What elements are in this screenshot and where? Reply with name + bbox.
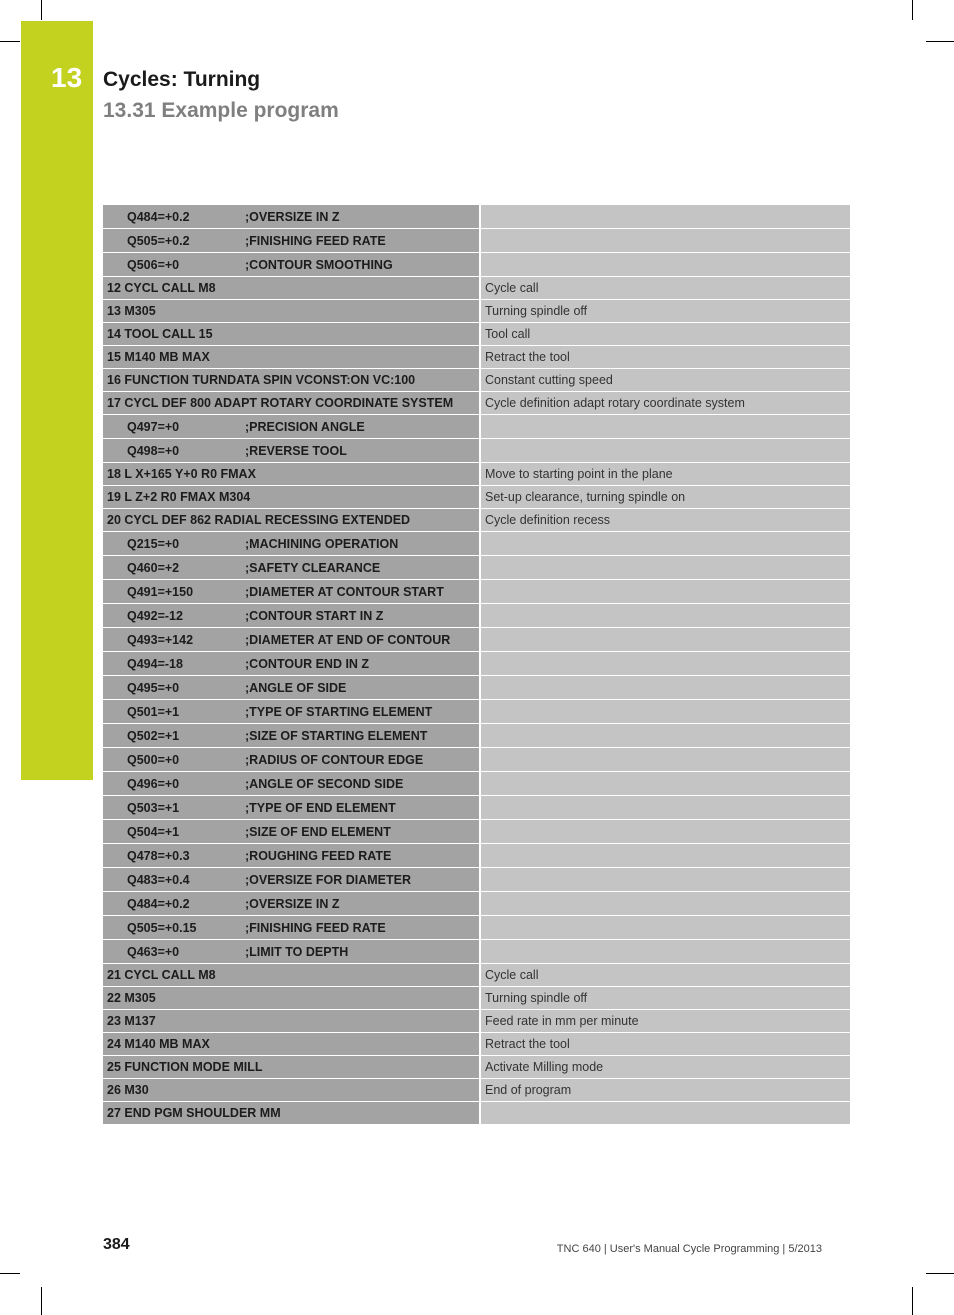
program-row (103, 205, 850, 229)
program-row (103, 820, 850, 844)
code-cell (103, 868, 480, 892)
parameter-value: Q478=+0.3 (127, 848, 190, 863)
description-cell: Feed rate in mm per minute (480, 1010, 850, 1033)
code-cell (103, 748, 480, 772)
description-cell (480, 652, 850, 676)
parameter-comment: ;SIZE OF END ELEMENT (245, 824, 391, 839)
program-row (103, 323, 850, 346)
description-cell (480, 1102, 850, 1125)
parameter-value: Q503=+1 (127, 800, 180, 815)
code-cell (103, 415, 480, 439)
description-cell: Retract the tool (480, 1033, 850, 1056)
program-row (103, 724, 850, 748)
parameter-comment: ;FINISHING FEED RATE (245, 920, 386, 935)
parameter-value: Q506=+0 (127, 257, 180, 272)
program-row (103, 844, 850, 868)
code-cell (103, 580, 480, 604)
program-row (103, 369, 850, 392)
parameter-value: Q501=+1 (127, 704, 180, 719)
code-cell (103, 772, 480, 796)
code-cell (103, 604, 480, 628)
parameter-comment: ;FINISHING FEED RATE (245, 233, 386, 248)
program-row (103, 392, 850, 415)
code-cell: 14 TOOL CALL 15 (103, 323, 480, 346)
program-row (103, 796, 850, 820)
description-cell (480, 820, 850, 844)
code-cell: 22 M305 (103, 987, 480, 1010)
parameter-value: Q496=+0 (127, 776, 180, 791)
description-cell (480, 844, 850, 868)
program-row (103, 700, 850, 724)
crop-mark (0, 41, 20, 42)
description-cell: Move to starting point in the plane (480, 463, 850, 486)
parameter-value: Q484=+0.2 (127, 209, 190, 224)
program-row (103, 439, 850, 463)
code-cell: 17 CYCL DEF 800 ADAPT ROTARY COORDINATE SYSTEM (103, 392, 480, 415)
code-cell (103, 676, 480, 700)
code-cell: 21 CYCL CALL M8 (103, 964, 480, 987)
program-row (103, 964, 850, 987)
parameter-comment: ;REVERSE TOOL (245, 443, 347, 458)
code-cell (103, 892, 480, 916)
parameter-value: Q505=+0.15 (127, 920, 197, 935)
section-title: 13.31 Example program (103, 99, 339, 122)
parameter-value: Q504=+1 (127, 824, 180, 839)
description-cell (480, 556, 850, 580)
description-cell: Cycle call (480, 964, 850, 987)
description-cell: Tool call (480, 323, 850, 346)
description-cell: Constant cutting speed (480, 369, 850, 392)
description-cell: Turning spindle off (480, 987, 850, 1010)
code-cell: 18 L X+165 Y+0 R0 FMAX (103, 463, 480, 486)
parameter-comment: ;TYPE OF STARTING ELEMENT (245, 704, 433, 719)
description-cell: Cycle definition recess (480, 509, 850, 532)
parameter-comment: ;ANGLE OF SIDE (245, 680, 347, 695)
program-row (103, 940, 850, 964)
parameter-comment: ;CONTOUR END IN Z (245, 656, 370, 671)
code-cell (103, 229, 480, 253)
code-cell: 13 M305 (103, 300, 480, 323)
description-cell (480, 748, 850, 772)
program-row (103, 415, 850, 439)
page-number: 384 (103, 1236, 130, 1253)
code-cell (103, 253, 480, 277)
program-row (103, 916, 850, 940)
description-cell (480, 439, 850, 463)
parameter-value: Q494=-18 (127, 656, 183, 671)
program-table (103, 205, 850, 1125)
parameter-value: Q463=+0 (127, 944, 180, 959)
parameter-value: Q502=+1 (127, 728, 180, 743)
description-cell (480, 253, 850, 277)
code-cell (103, 940, 480, 964)
code-cell: 25 FUNCTION MODE MILL (103, 1056, 480, 1079)
parameter-comment: ;CONTOUR SMOOTHING (245, 257, 393, 272)
program-row (103, 987, 850, 1010)
description-cell: Turning spindle off (480, 300, 850, 323)
parameter-comment: ;LIMIT TO DEPTH (245, 944, 349, 959)
program-row (103, 486, 850, 509)
program-row (103, 1079, 850, 1102)
description-cell: Activate Milling mode (480, 1056, 850, 1079)
parameter-value: Q483=+0.4 (127, 872, 190, 887)
description-cell (480, 676, 850, 700)
description-cell: Retract the tool (480, 346, 850, 369)
parameter-value: Q497=+0 (127, 419, 180, 434)
code-cell (103, 724, 480, 748)
parameter-comment: ;OVERSIZE FOR DIAMETER (245, 872, 411, 887)
parameter-value: Q495=+0 (127, 680, 180, 695)
code-cell: 12 CYCL CALL M8 (103, 277, 480, 300)
description-cell (480, 229, 850, 253)
code-cell: 20 CYCL DEF 862 RADIAL RECESSING EXTENDED (103, 509, 480, 532)
chapter-number: 13 (51, 62, 83, 93)
program-row (103, 556, 850, 580)
description-cell (480, 892, 850, 916)
parameter-comment: ;ROUGHING FEED RATE (245, 848, 392, 863)
description-cell: Cycle call (480, 277, 850, 300)
program-row (103, 748, 850, 772)
program-row (103, 1010, 850, 1033)
parameter-comment: ;SAFETY CLEARANCE (245, 560, 381, 575)
program-row (103, 892, 850, 916)
description-cell (480, 700, 850, 724)
code-cell (103, 556, 480, 580)
crop-mark (41, 0, 42, 20)
parameter-comment: ;OVERSIZE IN Z (245, 896, 340, 911)
parameter-comment: ;MACHINING OPERATION (245, 536, 399, 551)
program-row (103, 1102, 850, 1125)
parameter-comment: ;ANGLE OF SECOND SIDE (245, 776, 404, 791)
program-row (103, 463, 850, 486)
code-cell: 27 END PGM SHOULDER MM (103, 1102, 480, 1125)
parameter-value: Q505=+0.2 (127, 233, 190, 248)
parameter-value: Q460=+2 (127, 560, 180, 575)
parameter-value: Q492=-12 (127, 608, 183, 623)
code-cell (103, 439, 480, 463)
program-row (103, 604, 850, 628)
program-row (103, 229, 850, 253)
crop-mark (926, 1273, 954, 1274)
crop-mark (0, 1273, 20, 1274)
code-cell: 15 M140 MB MAX (103, 346, 480, 369)
program-row (103, 346, 850, 369)
parameter-value: Q500=+0 (127, 752, 180, 767)
code-cell (103, 700, 480, 724)
description-cell (480, 415, 850, 439)
code-cell (103, 628, 480, 652)
parameter-comment: ;SIZE OF STARTING ELEMENT (245, 728, 428, 743)
parameter-comment: ;DIAMETER AT END OF CONTOUR (245, 632, 451, 647)
code-cell: 16 FUNCTION TURNDATA SPIN VCONST:ON VC:100 (103, 369, 480, 392)
parameter-value: Q493=+142 (127, 632, 194, 647)
crop-mark (912, 1287, 913, 1315)
code-cell (103, 820, 480, 844)
code-cell (103, 916, 480, 940)
code-cell (103, 532, 480, 556)
description-cell (480, 940, 850, 964)
description-cell: End of program (480, 1079, 850, 1102)
description-cell (480, 868, 850, 892)
parameter-value: Q215=+0 (127, 536, 180, 551)
code-cell: 19 L Z+2 R0 FMAX M304 (103, 486, 480, 509)
parameter-comment: ;CONTOUR START IN Z (245, 608, 384, 623)
program-row (103, 509, 850, 532)
parameter-comment: ;PRECISION ANGLE (245, 419, 365, 434)
program-row (103, 652, 850, 676)
document-info: TNC 640 | User's Manual Cycle Programming | 5/2013 (556, 1243, 822, 1255)
parameter-value: Q484=+0.2 (127, 896, 190, 911)
parameter-comment: ;OVERSIZE IN Z (245, 209, 340, 224)
parameter-comment: ;RADIUS OF CONTOUR EDGE (245, 752, 424, 767)
chapter-tab (21, 21, 93, 780)
program-row (103, 772, 850, 796)
code-cell (103, 844, 480, 868)
description-cell (480, 772, 850, 796)
description-cell (480, 532, 850, 556)
description-cell (480, 796, 850, 820)
crop-mark (926, 41, 954, 42)
description-cell (480, 205, 850, 229)
code-cell (103, 652, 480, 676)
description-cell (480, 580, 850, 604)
description-cell (480, 604, 850, 628)
program-row (103, 532, 850, 556)
code-cell (103, 796, 480, 820)
description-cell (480, 916, 850, 940)
parameter-value: Q491=+150 (127, 584, 194, 599)
program-row (103, 253, 850, 277)
description-cell: Cycle definition adapt rotary coordinate system (480, 392, 850, 415)
parameter-comment: ;DIAMETER AT CONTOUR START (245, 584, 444, 599)
code-cell: 26 M30 (103, 1079, 480, 1102)
program-row (103, 580, 850, 604)
code-cell: 23 M137 (103, 1010, 480, 1033)
program-row (103, 277, 850, 300)
program-row (103, 1033, 850, 1056)
program-row (103, 868, 850, 892)
description-cell: Set-up clearance, turning spindle on (480, 486, 850, 509)
code-cell: 24 M140 MB MAX (103, 1033, 480, 1056)
program-row (103, 676, 850, 700)
program-row (103, 300, 850, 323)
parameter-value: Q498=+0 (127, 443, 180, 458)
program-row (103, 1056, 850, 1079)
chapter-title: Cycles: Turning (103, 68, 261, 91)
description-cell (480, 628, 850, 652)
crop-mark (912, 0, 913, 20)
program-table-body (103, 205, 850, 1125)
program-row (103, 628, 850, 652)
crop-mark (41, 1287, 42, 1315)
parameter-comment: ;TYPE OF END ELEMENT (245, 800, 396, 815)
description-cell (480, 724, 850, 748)
code-cell (103, 205, 480, 229)
